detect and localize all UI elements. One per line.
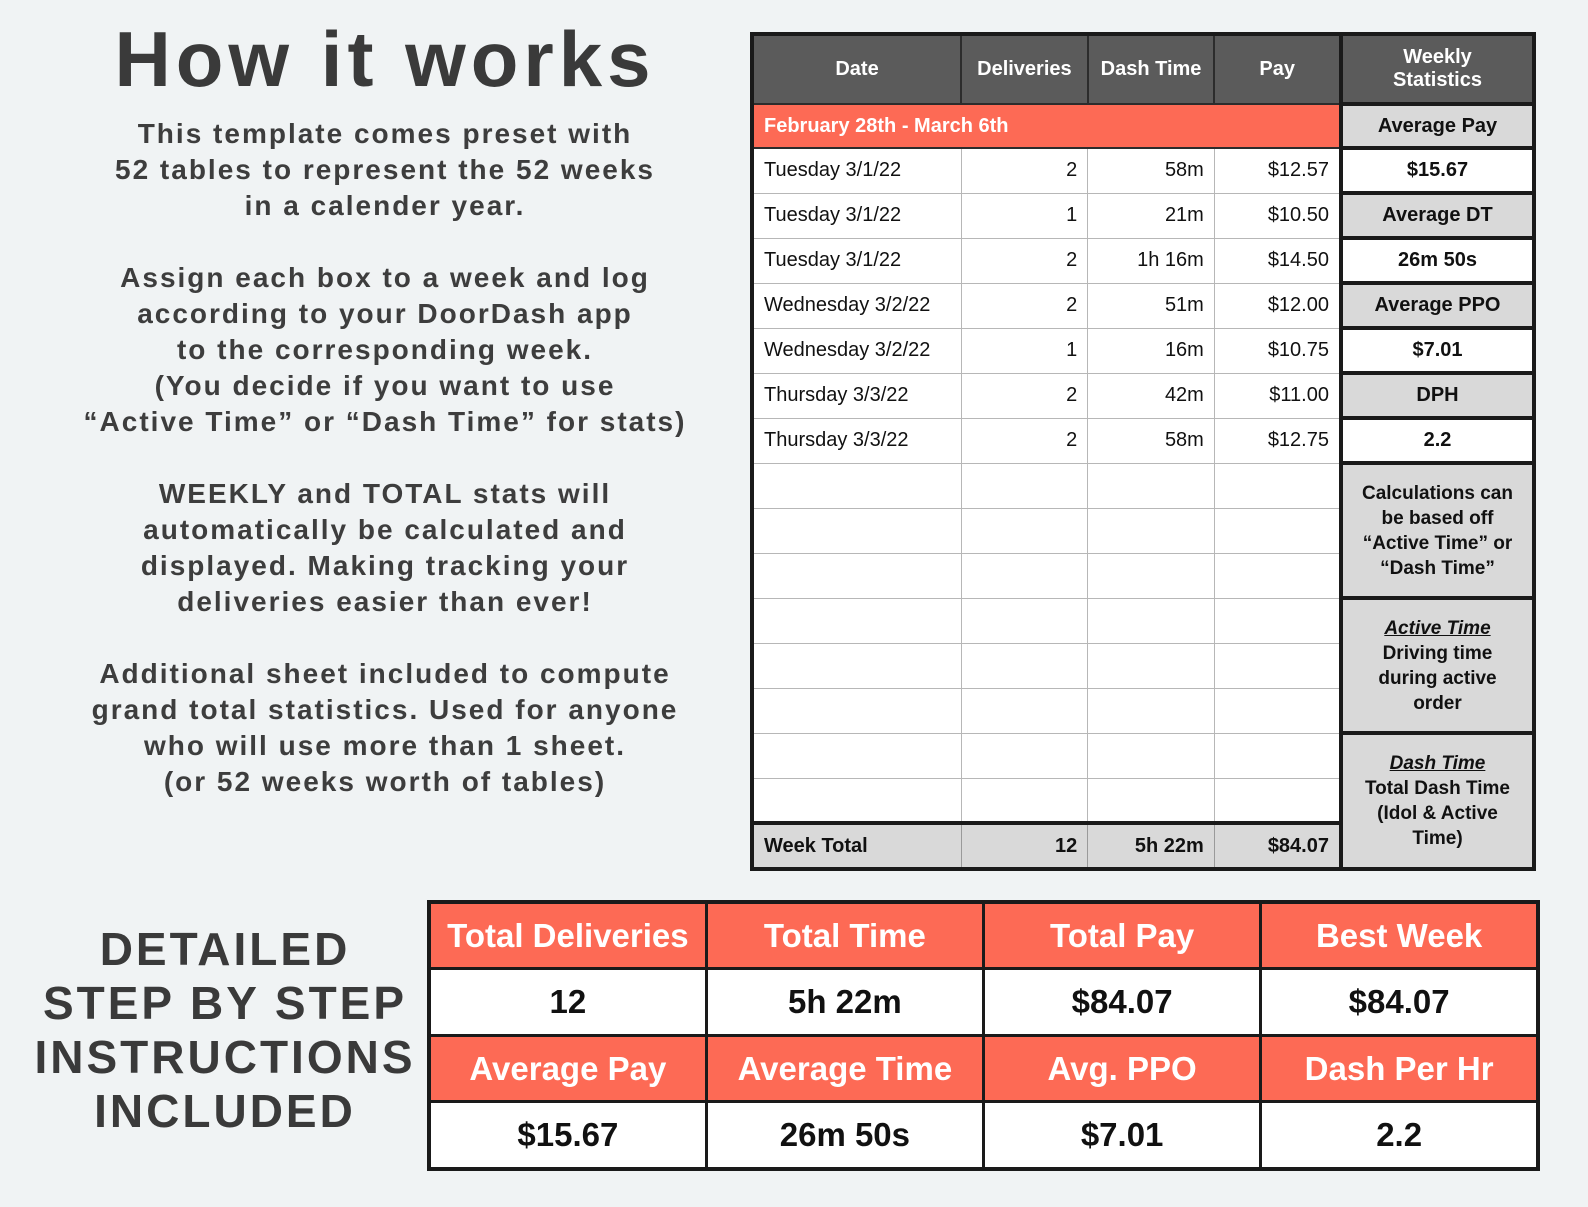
stat-value-average-pay: $15.67 xyxy=(1341,148,1534,193)
week-total-pay: $84.07 xyxy=(1214,823,1341,869)
table-row xyxy=(752,373,1534,418)
cell-pay[interactable]: $12.00 xyxy=(1214,283,1341,328)
header-weekly-statistics: Weekly Statistics xyxy=(1341,34,1534,104)
empty-row xyxy=(752,733,1534,778)
empty-cell[interactable] xyxy=(752,733,961,778)
empty-cell[interactable] xyxy=(1214,463,1341,508)
empty-cell[interactable] xyxy=(961,598,1088,643)
avg-ppo-value: $7.01 xyxy=(984,1102,1261,1170)
table-row xyxy=(752,418,1534,463)
empty-cell[interactable] xyxy=(1214,778,1341,823)
cell-pay[interactable]: $10.50 xyxy=(1214,193,1341,238)
week-total-deliveries: 12 xyxy=(961,823,1088,869)
cell-pay[interactable]: $11.00 xyxy=(1214,373,1341,418)
empty-cell[interactable] xyxy=(961,553,1088,598)
stat-label-average-ppo: Average PPO xyxy=(1341,283,1534,328)
explainer-paragraph-1 xyxy=(40,116,730,224)
total-time-label: Total Time xyxy=(706,902,983,969)
stat-label-dph: DPH xyxy=(1341,373,1534,418)
table-row xyxy=(752,238,1534,283)
table-row xyxy=(752,148,1534,193)
empty-cell[interactable] xyxy=(1088,508,1215,553)
explainer-paragraph-4 xyxy=(40,656,730,800)
empty-row xyxy=(752,463,1534,508)
text-line: (or 52 weeks worth of tables) xyxy=(163,766,607,797)
stat-label-average-pay: Average Pay xyxy=(1341,104,1534,148)
empty-cell[interactable] xyxy=(1088,688,1215,733)
note-calculations: Calculations can be based off “Active Time” or “Dash Time” xyxy=(1341,463,1534,598)
active-time-desc: Driving time during active order xyxy=(1378,642,1497,714)
header-date: Date xyxy=(752,34,961,104)
total-pay-label: Total Pay xyxy=(984,902,1261,969)
text-line: displayed. Making tracking your xyxy=(140,550,630,581)
dash-time-title: Dash Time xyxy=(1389,753,1486,774)
text-line: automatically be calculated and xyxy=(143,514,627,545)
cell-time[interactable]: 16m xyxy=(1088,328,1215,373)
cell-deliveries[interactable]: 2 xyxy=(961,238,1088,283)
cell-deliveries[interactable]: 2 xyxy=(961,373,1088,418)
stat-value-average-dt: 26m 50s xyxy=(1341,238,1534,283)
average-time-label: Average Time xyxy=(706,1036,983,1102)
cell-date[interactable]: Wednesday 3/2/22 xyxy=(752,328,961,373)
empty-cell[interactable] xyxy=(1088,733,1215,778)
cell-time[interactable]: 42m xyxy=(1088,373,1215,418)
total-time-value: 5h 22m xyxy=(706,969,983,1036)
total-deliveries-value: 12 xyxy=(429,969,706,1036)
empty-cell[interactable] xyxy=(1088,598,1215,643)
text-line: according to your DoorDash app xyxy=(137,298,633,329)
empty-cell[interactable] xyxy=(1214,598,1341,643)
empty-cell[interactable] xyxy=(1088,643,1215,688)
note-active-time xyxy=(1341,598,1534,733)
cell-deliveries[interactable]: 2 xyxy=(961,283,1088,328)
cell-deliveries[interactable]: 1 xyxy=(961,328,1088,373)
empty-cell[interactable] xyxy=(752,508,961,553)
text-line: (You decide if you want to use xyxy=(154,370,616,401)
empty-cell[interactable] xyxy=(752,778,961,823)
table-header-row xyxy=(752,34,1534,104)
empty-cell[interactable] xyxy=(961,643,1088,688)
explainer-paragraph-2 xyxy=(40,260,730,440)
week-range-row xyxy=(752,104,1534,148)
cell-time[interactable]: 58m xyxy=(1088,418,1215,463)
empty-cell[interactable] xyxy=(752,688,961,733)
promo-line: INCLUDED xyxy=(94,1085,356,1137)
cell-date[interactable]: Thursday 3/3/22 xyxy=(752,373,961,418)
cell-deliveries[interactable]: 1 xyxy=(961,193,1088,238)
explainer xyxy=(40,15,730,836)
instructions-promo xyxy=(20,922,430,1138)
empty-cell[interactable] xyxy=(1214,688,1341,733)
weekly-log-table xyxy=(750,32,1536,871)
cell-deliveries[interactable]: 2 xyxy=(961,418,1088,463)
empty-cell[interactable] xyxy=(752,553,961,598)
header-dash-time: Dash Time xyxy=(1088,34,1215,104)
dash-per-hr-value: 2.2 xyxy=(1261,1102,1538,1170)
best-week-value: $84.07 xyxy=(1261,969,1538,1036)
empty-cell[interactable] xyxy=(1214,733,1341,778)
best-week-label: Best Week xyxy=(1261,902,1538,969)
text-line: “Active Time” or “Dash Time” for stats) xyxy=(83,406,687,437)
empty-cell[interactable] xyxy=(752,463,961,508)
cell-time[interactable]: 1h 16m xyxy=(1088,238,1215,283)
cell-time[interactable]: 58m xyxy=(1088,148,1215,193)
totals-value-row xyxy=(429,969,1538,1036)
cell-date[interactable]: Tuesday 3/1/22 xyxy=(752,238,961,283)
text-line: in a calender year. xyxy=(244,190,526,221)
active-time-title: Active Time xyxy=(1384,617,1491,639)
cell-pay[interactable]: $10.75 xyxy=(1214,328,1341,373)
empty-cell[interactable] xyxy=(961,508,1088,553)
note-dash-time xyxy=(1341,733,1534,869)
dash-time-desc: Total Dash Time (Idol & Active Time) xyxy=(1364,778,1510,849)
header-pay: Pay xyxy=(1214,34,1341,104)
cell-date[interactable]: Wednesday 3/2/22 xyxy=(752,283,961,328)
table-row xyxy=(752,193,1534,238)
empty-cell[interactable] xyxy=(1088,463,1215,508)
explainer-paragraph-3 xyxy=(40,476,730,620)
text-line: Assign each box to a week and log xyxy=(120,262,650,293)
text-line: deliveries easier than ever! xyxy=(177,586,593,617)
cell-pay[interactable]: $12.57 xyxy=(1214,148,1341,193)
cell-date[interactable]: Tuesday 3/1/22 xyxy=(752,193,961,238)
cell-date[interactable]: Tuesday 3/1/22 xyxy=(752,148,961,193)
cell-date[interactable]: Thursday 3/3/22 xyxy=(752,418,961,463)
text-line: WEEKLY and TOTAL stats will xyxy=(158,478,612,509)
empty-cell[interactable] xyxy=(961,778,1088,823)
totals-header-row xyxy=(429,902,1538,969)
empty-cell[interactable] xyxy=(961,688,1088,733)
page-title: How it works xyxy=(114,15,656,103)
promo-line: STEP BY STEP xyxy=(42,977,408,1029)
averages-value-row xyxy=(429,1102,1538,1170)
grand-totals-table xyxy=(427,900,1540,1171)
averages-header-row xyxy=(429,1036,1538,1102)
empty-cell[interactable] xyxy=(752,598,961,643)
empty-cell[interactable] xyxy=(1214,508,1341,553)
average-pay-label: Average Pay xyxy=(429,1036,706,1102)
empty-cell[interactable] xyxy=(961,733,1088,778)
total-deliveries-label: Total Deliveries xyxy=(429,902,706,969)
dash-per-hr-label: Dash Per Hr xyxy=(1261,1036,1538,1102)
total-pay-value: $84.07 xyxy=(984,969,1261,1036)
header-deliveries: Deliveries xyxy=(961,34,1088,104)
promo-line: DETAILED xyxy=(99,923,351,975)
stat-value-dph: 2.2 xyxy=(1341,418,1534,463)
cell-deliveries[interactable]: 2 xyxy=(961,148,1088,193)
cell-pay[interactable]: $12.75 xyxy=(1214,418,1341,463)
text-line: to the corresponding week. xyxy=(176,334,594,365)
cell-time[interactable]: 51m xyxy=(1088,283,1215,328)
stat-value-average-ppo: $7.01 xyxy=(1341,328,1534,373)
week-total-time: 5h 22m xyxy=(1088,823,1215,869)
stat-label-average-dt: Average DT xyxy=(1341,193,1534,238)
empty-row xyxy=(752,598,1534,643)
text-line: 52 tables to represent the 52 weeks xyxy=(115,154,655,185)
text-line: grand total statistics. Used for anyone xyxy=(91,694,679,725)
average-time-value: 26m 50s xyxy=(706,1102,983,1170)
text-line: Additional sheet included to compute xyxy=(99,658,671,689)
table-row xyxy=(752,328,1534,373)
empty-cell[interactable] xyxy=(1214,553,1341,598)
cell-time[interactable]: 21m xyxy=(1088,193,1215,238)
empty-cell[interactable] xyxy=(1214,643,1341,688)
text-line: who will use more than 1 sheet. xyxy=(143,730,627,761)
table-row xyxy=(752,283,1534,328)
avg-ppo-label: Avg. PPO xyxy=(984,1036,1261,1102)
week-range: February 28th - March 6th xyxy=(752,104,1341,148)
empty-cell[interactable] xyxy=(1088,553,1215,598)
text-line: This template comes preset with xyxy=(137,118,633,149)
week-total-label: Week Total xyxy=(752,823,961,869)
promo-line: INSTRUCTIONS xyxy=(34,1031,416,1083)
average-pay-value: $15.67 xyxy=(429,1102,706,1170)
empty-cell[interactable] xyxy=(961,463,1088,508)
cell-pay[interactable]: $14.50 xyxy=(1214,238,1341,283)
empty-cell[interactable] xyxy=(1088,778,1215,823)
empty-cell[interactable] xyxy=(752,643,961,688)
